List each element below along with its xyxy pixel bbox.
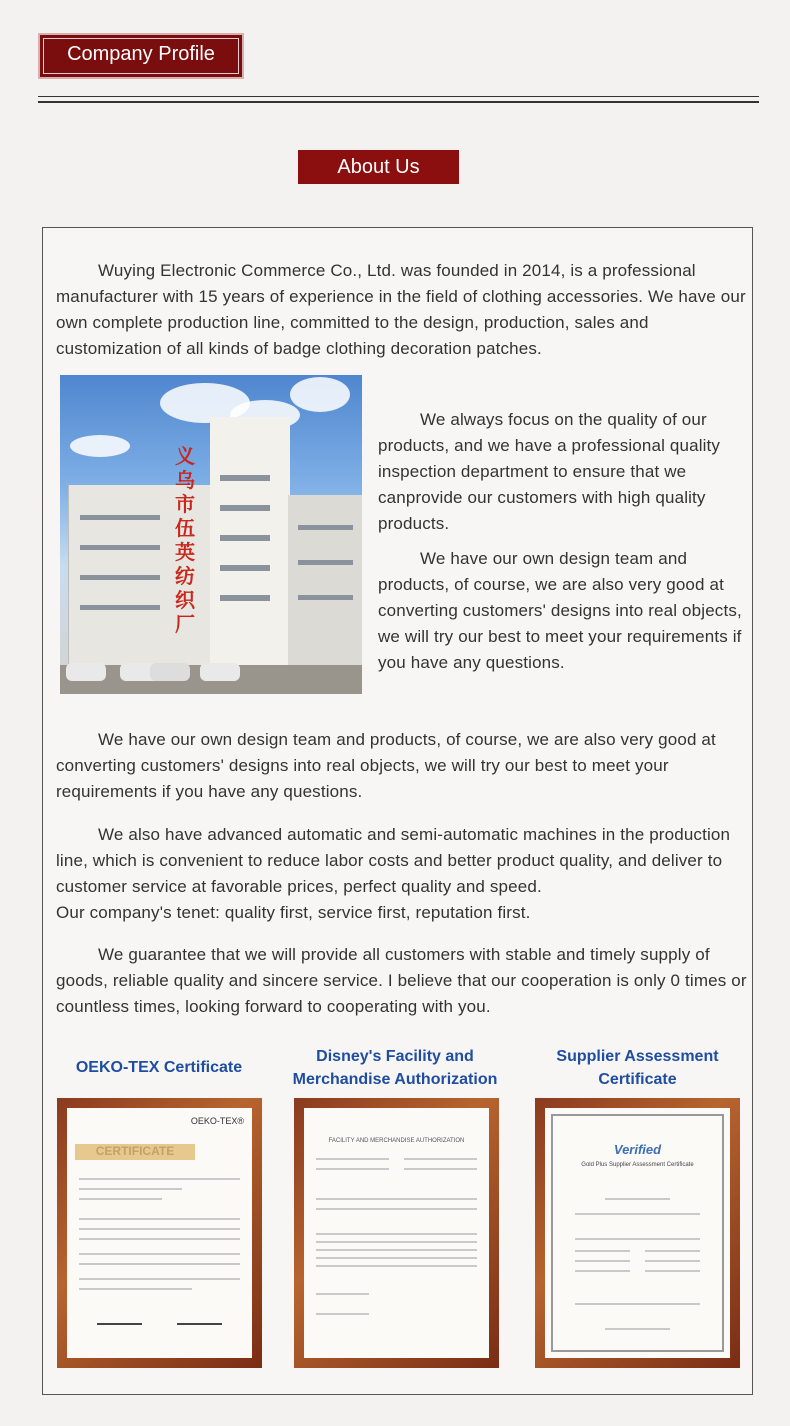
oeko-brand: OEKO-TEX®: [190, 1116, 244, 1126]
disney-title-line1: Disney's Facility and: [316, 1048, 474, 1065]
machines-paragraph: We also have advanced automatic and semi-automatic machines in the production line, which is convenient to reduce labor costs and better product quality, and deliver to customer service at favorable prices, perfect quality and speed.: [56, 825, 731, 896]
gold-plus-line: Gold Plus Supplier Assessment Certificate: [581, 1162, 694, 1168]
guarantee-paragraph: We guarantee that we will provide all customers with stable and timely supply of goods, reliable quality and sincere service. I believe that our cooperation is only 0 times or countless times, looking forward to cooperating with you.: [56, 945, 747, 1016]
verified-badge: Verified: [613, 1142, 662, 1157]
company-profile-title: Company Profile: [67, 43, 215, 65]
disney-certificate-image: [294, 1098, 499, 1368]
factory-building-photo: [60, 375, 362, 694]
company-profile-banner: [38, 33, 244, 79]
supplier-title: [535, 1045, 740, 1091]
oeko-cert-word: CERTIFICATE: [75, 1144, 195, 1160]
tenet-line: Our company's tenet: quality first, service first, reputation first.: [56, 903, 531, 922]
disney-doc-heading: FACILITY AND MERCHANDISE AUTHORIZATION: [328, 1138, 465, 1144]
oeko-tex-certificate-image: [57, 1098, 262, 1368]
header-divider-thick: [38, 101, 759, 103]
design-team-paragraph: We have our own design team and products, of course, we are also very good at converting customers' designs into real objects, we will try our best to meet your requirements if you have any questions.: [378, 549, 742, 672]
building-sign: 义乌市伍英纺织厂: [175, 446, 195, 636]
disney-title: [285, 1045, 505, 1091]
intro-paragraph: Wuying Electronic Commerce Co., Ltd. was founded in 2014, is a professional manufacturer with 15 years of experience in the field of clothing accessories. We have our own complete production line, committed to the design, production, sales and customization of all kinds of badge clothing decoration patches.: [56, 261, 746, 358]
supplier-title-line1: Supplier Assessment: [556, 1048, 719, 1065]
header-divider-thin: [38, 96, 759, 97]
oeko-tex-title: [57, 1056, 261, 1079]
about-us-heading: About Us: [298, 150, 459, 184]
disney-title-line2: Merchandise Authorization: [292, 1071, 498, 1088]
quality-paragraph: We always focus on the quality of our products, and we have a professional quality inspection department to ensure that we canprovide our customers with high quality products.: [378, 410, 721, 533]
design-team-paragraph-2: We have our own design team and products, of course, we are also very good at converting customers' designs into real objects, we will try our best to meet your requirements if you have any questions.: [56, 730, 716, 801]
supplier-title-line2: Certificate: [598, 1071, 677, 1088]
supplier-certificate-image: [535, 1098, 740, 1368]
oeko-tex-title-line: OEKO-TEX Certificate: [75, 1059, 243, 1076]
